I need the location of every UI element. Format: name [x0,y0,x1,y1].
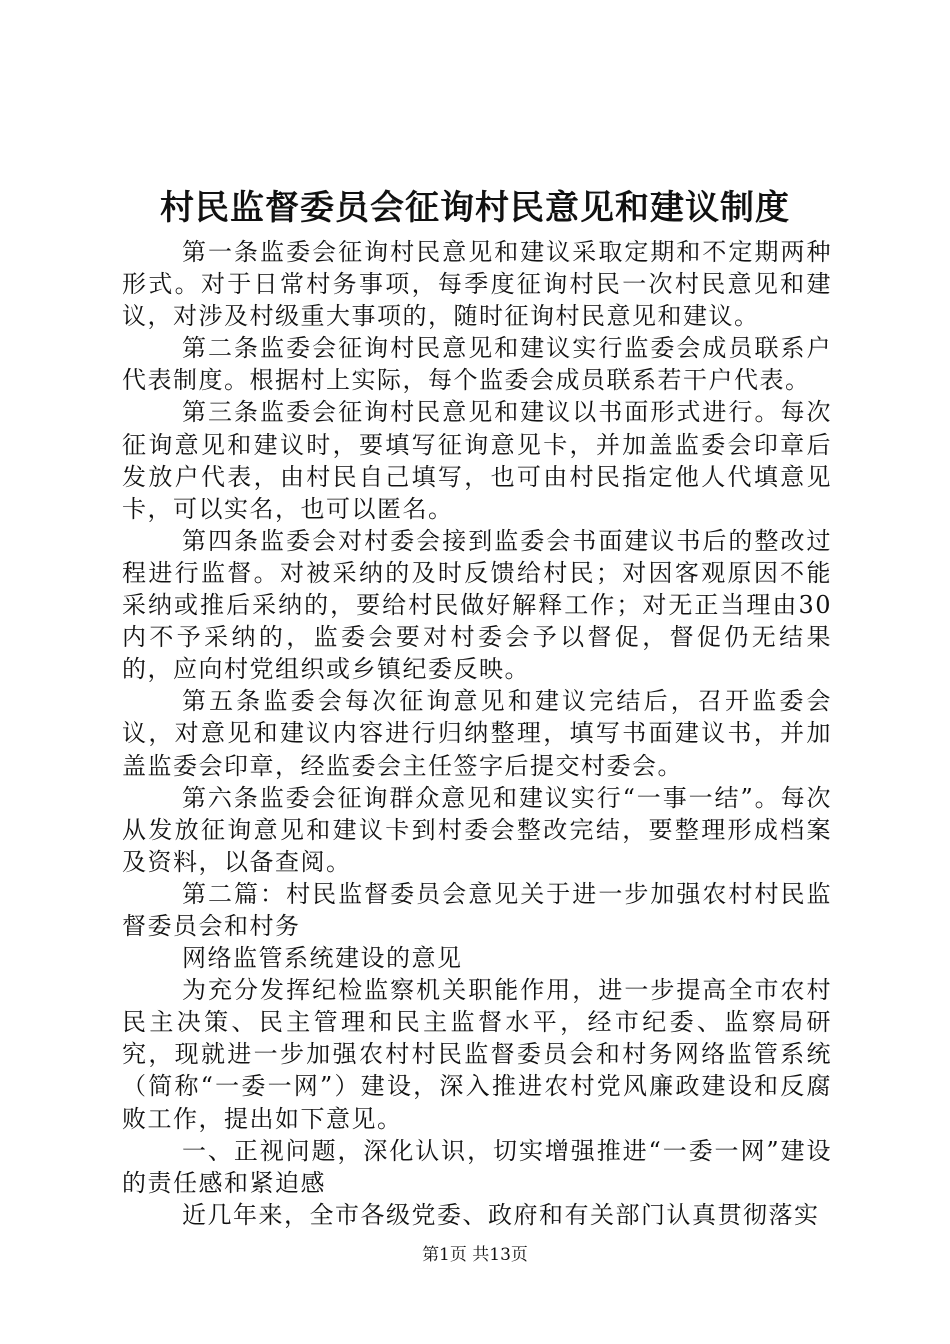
paragraph-intro: 为充分发挥纪检监察机关职能作用，进一步提高全市农村民主决策、民主管理和民主监督水平，经市纪委、监察局研究，现就进一步加强农村村民监督委员会和村务网络监管系统（简称“一委一网”）建设，深入推进农村党风廉政建设和反腐败工作，提出如下意见。 [122,976,832,1133]
paragraph-body-start: 近几年来，全市各级党委、政府和有关部门认真贯彻落实 [182,1200,820,1229]
paragraph-section-2-subheading: 网络监管系统建设的意见 [182,944,463,973]
document-title: 村民监督委员会征询村民意见和建议制度 [160,188,790,228]
paragraph-article-2: 第二条监委会征询村民意见和建议实行监委会成员联系户代表制度。根据村上实际，每个监委会成员联系若干户代表。 [122,334,832,395]
paragraph-article-1: 第一条监委会征询村民意见和建议采取定期和不定期两种形式。对于日常村务事项，每季度征询村民一次村民意见和建议，对涉及村级重大事项的，随时征询村民意见和建议。 [122,238,832,331]
paragraph-heading-1: 一、正视问题，深化认识，切实增强推进“一委一网”建设的责任感和紧迫感 [122,1136,832,1197]
paragraph-article-3: 第三条监委会征询村民意见和建议以书面形式进行。每次征询意见和建议时，要填写征询意见卡，并加盖监委会印章后发放户代表，由村民自己填写，也可由村民指定他人代填意见卡，可以实名，也可以匿名。 [122,398,832,523]
paragraph-article-5: 第五条监委会每次征询意见和建议完结后，召开监委会议，对意见和建议内容进行归纳整理，填写书面建议书，并加盖监委会印章，经监委会主任签字后提交村委会。 [122,687,832,780]
paragraph-section-2-heading: 第二篇：村民监督委员会意见关于进一步加强农村村民监督委员会和村务 [122,879,832,940]
page-number: 第1页 共13页 [422,1245,528,1265]
paragraph-article-4: 第四条监委会对村委会接到监委会书面建议书后的整改过程进行监督。对被采纳的及时反馈给村民；对因客观原因不能采纳或推后采纳的，要给村民做好解释工作；对无正当理由30内不予采纳的，监委会要对村委会予以督促，督促仍无结果的，应向村党组织或乡镇纪委反映。 [122,526,832,684]
document-body [122,236,832,1231]
paragraph-article-6: 第六条监委会征询群众意见和建议实行“一事一结”。每次从发放征询意见和建议卡到村委会整改完结，要整理形成档案及资料，以备查阅。 [122,783,832,876]
